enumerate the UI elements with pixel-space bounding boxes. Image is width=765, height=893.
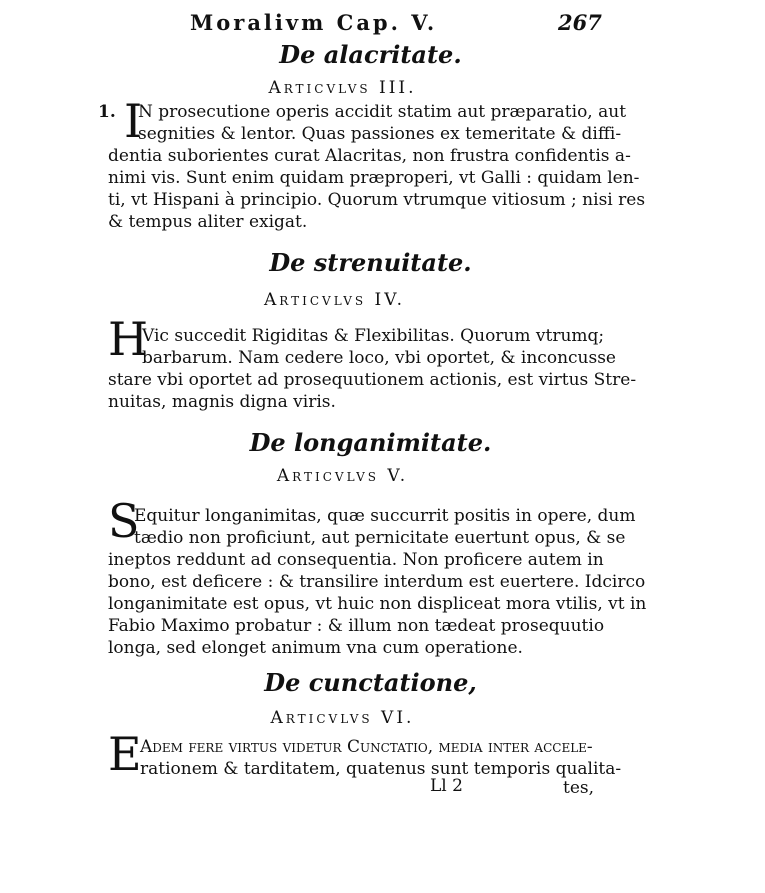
running-head: Moralivm Cap. V. <box>190 10 438 35</box>
section-heading: De longanimitate. <box>249 428 492 457</box>
text-line: longanimitate est opus, vt huic non displiceat mora vtilis, vt in <box>108 594 647 614</box>
article-label: Articvlvs VI. <box>270 708 415 728</box>
text-line: rationem & tarditatem, quatenus sunt temporis qualita- <box>140 759 622 779</box>
drop-cap: H <box>108 312 149 366</box>
drop-cap: I <box>124 94 143 148</box>
article-label: Articvlvs IV. <box>264 290 405 310</box>
paragraph-number: 1. <box>98 102 116 122</box>
drop-cap: E <box>108 727 142 781</box>
page-number: 267 <box>558 10 602 35</box>
text-line: ineptos reddunt ad consequentia. Non proficere autem in <box>108 550 604 570</box>
section-heading: De cunctatione, <box>264 668 477 697</box>
text-line: longa, sed elonget animum vna cum operatione. <box>108 638 523 658</box>
text-line: barbarum. Nam cedere loco, vbi oportet, & inconcusse <box>142 348 616 368</box>
text-line: Fabio Maximo probatur : & illum non tædeat prosequutio <box>108 616 605 636</box>
text-line: Adem fere virtus videtur Cunctatio, media inter accele- <box>140 737 593 757</box>
text-line: bono, est deficere : & transilire interdum est euertere. Idcirco <box>108 572 646 592</box>
text-line: Vic succedit Rigiditas & Flexibilitas. Quorum vtrumq; <box>142 326 605 346</box>
section-heading: De alacritate. <box>279 40 462 69</box>
text-line: stare vbi oportet ad prosequutionem actionis, est virtus Stre- <box>108 370 637 390</box>
catchword: tes, <box>563 778 595 798</box>
text-line: segnities & lentor. Quas passiones ex temeritate & diffi- <box>138 124 622 144</box>
drop-cap: S <box>108 494 140 548</box>
text-line: tædio non proficiunt, aut pernicitate euertunt opus, & se <box>134 528 626 548</box>
article-label: Articvlvs III. <box>268 78 417 98</box>
text-line: Equitur longanimitas, quæ succurrit positis in opere, dum <box>134 506 636 526</box>
text-line: nuitas, magnis digna viris. <box>108 392 336 412</box>
text-line: N prosecutione operis accidit statim aut præparatio, aut <box>138 102 627 122</box>
article-label: Articvlvs V. <box>276 466 409 486</box>
text-line: dentia suborientes curat Alacritas, non frustra confidentis a- <box>108 146 631 166</box>
text-line: nimi vis. Sunt enim quidam præproperi, vt Galli : quidam len- <box>108 168 640 188</box>
section-heading: De strenuitate. <box>269 248 472 277</box>
text-line: & tempus aliter exigat. <box>108 212 308 232</box>
signature-mark: Ll 2 <box>430 776 463 796</box>
text-line: ti, vt Hispani à principio. Quorum vtrumque vitiosum ; nisi res <box>108 190 646 210</box>
